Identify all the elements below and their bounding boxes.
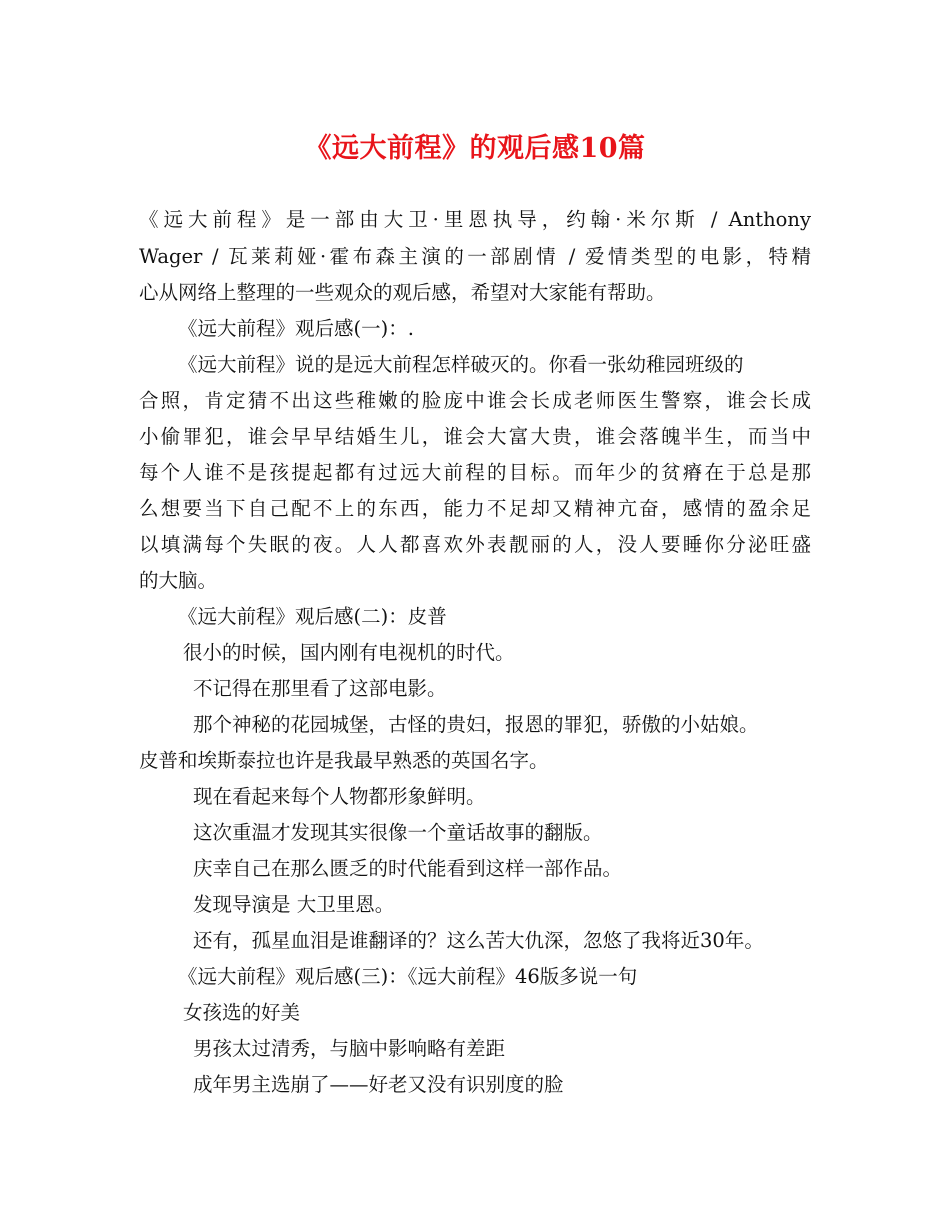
section-heading: 《远大前程》观后感(一)：. <box>178 317 414 340</box>
paragraph-line: 成年男主选崩了——好老又没有识别度的脸 <box>193 1073 564 1096</box>
paragraph-line: 《远大前程》说的是远大前程怎样破灭的。你看一张幼稚园班级的 <box>178 353 744 376</box>
paragraph-line: 以填满每个失眠的夜。人人都喜欢外表靓丽的人，没人要睡你分泌旺盛 <box>139 533 811 556</box>
paragraph-line: 男孩太过清秀，与脑中影响略有差距 <box>193 1037 506 1060</box>
paragraph-line: 庆幸自己在那么匮乏的时代能看到这样一部作品。 <box>193 857 623 880</box>
paragraph-line: 么想要当下自己配不上的东西，能力不足却又精神亢奋，感情的盈余足 <box>139 497 811 520</box>
paragraph-line: 《远大前程》是一部由大卫·里恩执导，约翰·米尔斯 / Anthony <box>139 208 811 231</box>
paragraph-line: 很小的时候，国内刚有电视机的时代。 <box>183 641 515 664</box>
paragraph-line: 现在看起来每个人物都形象鲜明。 <box>193 785 486 808</box>
paragraph-line: 合照，肯定猜不出这些稚嫩的脸庞中谁会长成老师医生警察，谁会长成 <box>139 389 811 412</box>
paragraph-line: 女孩选的好美 <box>183 1001 301 1024</box>
paragraph-line: Wager / 瓦莱莉娅·霍布森主演的一部剧情 / 爱情类型的电影，特精 <box>139 245 811 268</box>
paragraph-line: 那个神秘的花园城堡，古怪的贵妇，报恩的罪犯，骄傲的小姑娘。 <box>193 713 759 736</box>
paragraph-line: 小偷罪犯，谁会早早结婚生儿，谁会大富大贵，谁会落魄半生，而当中 <box>139 425 811 448</box>
paragraph-line: 还有，孤星血泪是谁翻译的？这么苦大仇深，忽悠了我将近30年。 <box>193 929 764 952</box>
paragraph-line: 不记得在那里看了这部电影。 <box>193 677 447 700</box>
paragraph-line: 心从网络上整理的一些观众的观后感，希望对大家能有帮助。 <box>139 281 666 304</box>
section-heading: 《远大前程》观后感(二)：皮普 <box>178 605 447 628</box>
document-title: 《远大前程》的观后感10篇 <box>304 133 646 164</box>
paragraph-line: 皮普和埃斯泰拉也许是我最早熟悉的英国名字。 <box>139 749 549 772</box>
paragraph-line: 发现导演是 大卫里恩。 <box>193 893 395 916</box>
paragraph-line: 的大脑。 <box>139 569 218 592</box>
paragraph-line: 这次重温才发现其实很像一个童话故事的翻版。 <box>193 821 603 844</box>
paragraph-line: 每个人谁不是孩提起都有过远大前程的目标。而年少的贫瘠在于总是那 <box>139 461 811 484</box>
section-heading: 《远大前程》观后感(三)：《远大前程》46版多说一句 <box>178 965 638 988</box>
